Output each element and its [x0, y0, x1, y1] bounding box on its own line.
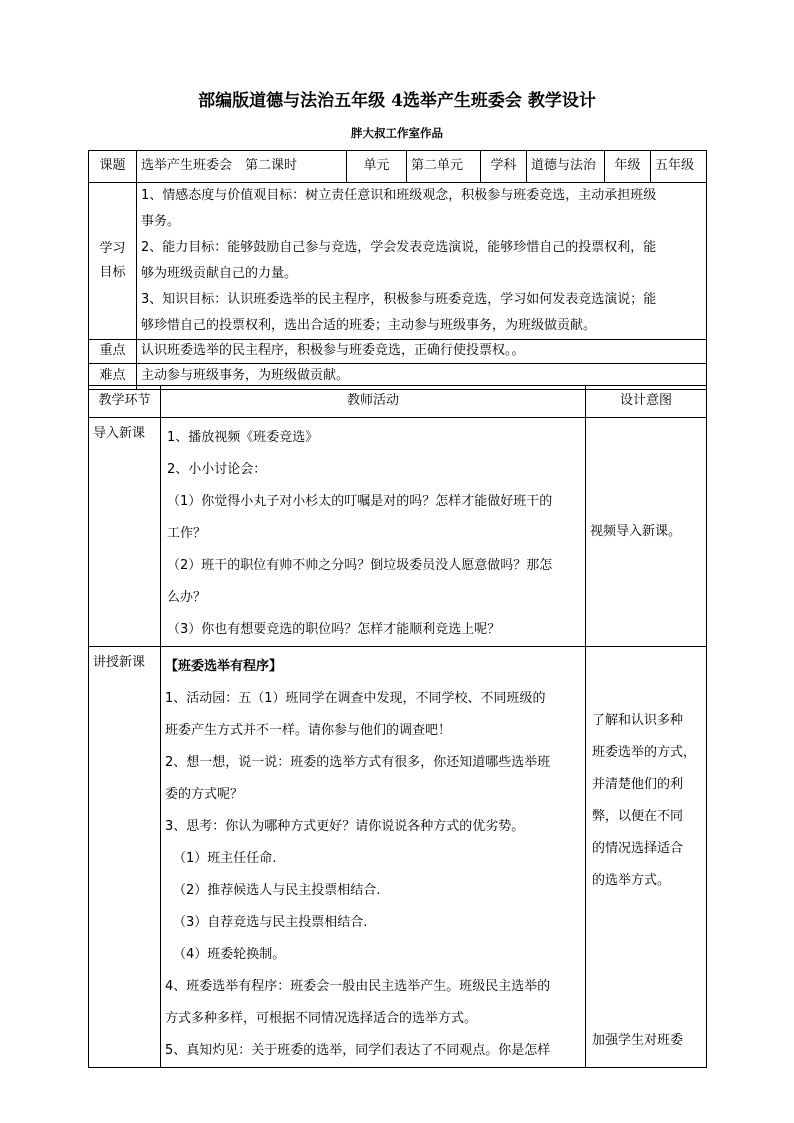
stage-teach: 讲授新课: [89, 647, 161, 1068]
intent-line: 了解和认识多种: [592, 713, 684, 728]
activity-line: 工作？: [167, 526, 207, 541]
activity-line: （4）班委轮换制。: [173, 947, 286, 962]
subject-value: 道德与法治: [527, 151, 605, 183]
activity-line: 2、想一想，说一说：班委的选举方式有很多，你还知道哪些选举班: [165, 755, 551, 770]
intent-line: 弊，以便在不同: [592, 809, 684, 824]
key-point-label: 重点: [89, 340, 137, 364]
activity-line: 班委产生方式并不一样。请你参与他们的调查吧！: [165, 723, 452, 738]
header-teacher-activity: 教师活动: [161, 386, 586, 418]
intent-line: 的选举方式。: [592, 873, 671, 888]
grade-value: 五年级: [651, 151, 707, 183]
objective-line: 够为班级贡献自己的力量。: [141, 266, 298, 281]
intent-line: 班委选举的方式，: [592, 745, 697, 760]
activity-line: 4、班委选举有程序：班委会一般由民主选举产生。班级民主选举的: [165, 979, 551, 994]
header-design-intent: 设计意图: [586, 386, 707, 418]
key-point-value: 认识班委选举的民主程序，积极参与班委竞选，正确行使投票权。。: [137, 340, 707, 364]
objective-line: 1、情感态度与价值观目标：树立责任意识和班级观念，积极参与班委竞选，主动承担班级: [141, 188, 657, 203]
objective-line: 事务。: [141, 214, 181, 229]
activity-line: （2）推荐候选人与民主投票相结合.: [173, 883, 381, 898]
header-stage: 教学环节: [89, 386, 161, 418]
objectives-content: [137, 183, 707, 340]
difficulty-label: 难点: [89, 364, 137, 390]
activity-line: （1）班主任任命.: [173, 851, 277, 866]
intent-line: 的情况选择适合: [592, 841, 684, 856]
activity-line: 5、真知灼见：关于班委的选举，同学们表达了不同观点。你是怎样: [165, 1043, 551, 1058]
difficulty-value: 主动参与班级事务，为班级做贡献。: [137, 364, 707, 390]
unit-label: 单元: [347, 151, 407, 183]
document-title: 部编版道德与法治五年级 4选举产生班委会 教学设计: [198, 91, 596, 111]
intro-activity: [161, 418, 586, 647]
intent-line: 加强学生对班委: [592, 1033, 684, 1048]
teach-activity: [161, 647, 586, 1068]
stage-intro: 导入新课: [89, 418, 161, 647]
activity-line: 1、播放视频《班委竞选》: [167, 430, 319, 445]
activity-line: （1）你觉得小丸子对小杉太的叮嘱是对的吗？怎样才能做好班干的: [167, 494, 553, 509]
objective-line: 2、能力目标：能够鼓励自己参与竞选，学会发表竞选演说，能够珍惜自己的投票权利，能: [141, 240, 657, 255]
grade-label: 年级: [605, 151, 651, 183]
process-table: [88, 385, 707, 1068]
intro-intent: 视频导入新课。: [586, 418, 707, 647]
objectives-label: [89, 183, 137, 340]
objectives-label-line1: 学习: [99, 240, 126, 256]
topic-label: 课题: [89, 151, 137, 183]
document-subtitle: 胖大叔工作室作品: [351, 126, 443, 140]
activity-line: （2）班干的职位有帅不帅之分吗？倒垃圾委员没人愿意做吗？那怎: [167, 558, 553, 573]
objective-line: 够珍惜自己的投票权利，选出合适的班委；主动参与班级事务，为班级做贡献。: [141, 318, 597, 333]
activity-line: 1、活动园：五（1）班同学在调查中发现，不同学校、不同班级的: [165, 691, 546, 706]
unit-value: 第二单元: [407, 151, 481, 183]
topic-value: 选举产生班委会 第二课时: [137, 151, 347, 183]
activity-line: 方式多种多样，可根据不同情况选择适合的选举方式。: [165, 1011, 478, 1026]
activity-line: （3）自荐竞选与民主投票相结合.: [173, 915, 368, 930]
activity-line: 么办？: [167, 590, 207, 605]
subject-label: 学科: [481, 151, 527, 183]
activity-line: 委的方式呢？: [165, 787, 244, 802]
activity-line: 3、思考：你认为哪种方式更好？请你说说各种方式的优劣势。: [165, 819, 525, 834]
info-table: [88, 150, 707, 390]
intent-line: 并清楚他们的利: [592, 777, 684, 792]
activity-line: （3）你也有想要竞选的职位吗？怎样才能顺利竞选上呢？: [167, 622, 501, 637]
section-heading: 【班委选举有程序】: [165, 659, 283, 674]
objective-line: 3、知识目标：认识班委选举的民主程序，积极参与班委竞选，学习如何发表竞选演说；能: [141, 292, 657, 307]
objectives-label-line2: 目标: [99, 265, 126, 280]
teach-intent: [586, 647, 707, 1068]
activity-line: 2、小小讨论会：: [167, 462, 267, 477]
